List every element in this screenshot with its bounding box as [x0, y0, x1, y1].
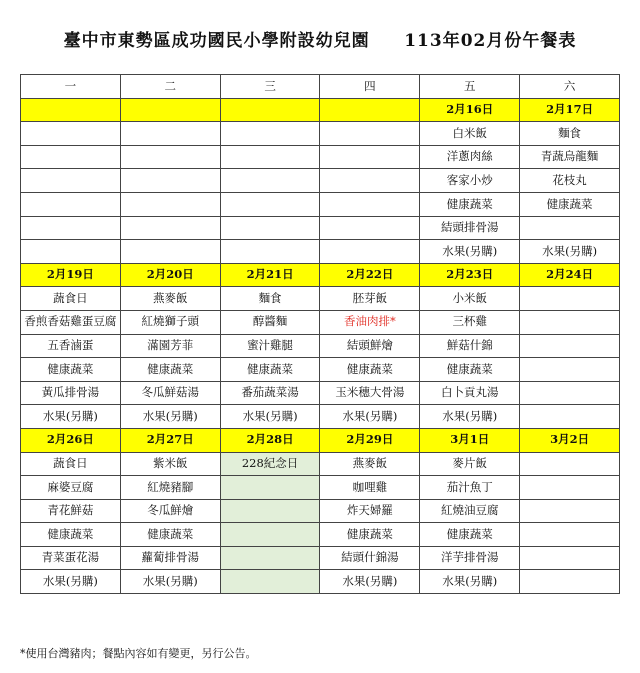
menu-cell: 炸天婦羅 — [320, 499, 420, 523]
weekday-header: 六 — [520, 75, 620, 99]
date-cell: 2月24日 — [520, 263, 620, 287]
menu-cell — [520, 310, 620, 334]
menu-cell: 青花鮮菇 — [21, 499, 121, 523]
menu-cell: 水果(另購) — [120, 570, 220, 594]
menu-cell: 水果(另購) — [320, 405, 420, 429]
menu-cell — [220, 192, 320, 216]
menu-cell: 洋芋排骨湯 — [420, 546, 520, 570]
date-cell — [220, 98, 320, 122]
menu-cell — [520, 476, 620, 500]
menu-cell: 胚芽飯 — [320, 287, 420, 311]
menu-row — [21, 192, 620, 216]
date-cell: 2月22日 — [320, 263, 420, 287]
date-cell: 2月23日 — [420, 263, 520, 287]
menu-cell: 水果(另購) — [420, 570, 520, 594]
menu-row — [21, 310, 620, 334]
menu-row — [21, 216, 620, 240]
menu-cell: 咖哩雞 — [320, 476, 420, 500]
menu-cell — [21, 192, 121, 216]
menu-row — [21, 452, 620, 476]
date-cell: 2月21日 — [220, 263, 320, 287]
menu-cell — [520, 216, 620, 240]
date-cell — [120, 98, 220, 122]
menu-row — [21, 476, 620, 500]
menu-cell: 燕麥飯 — [120, 287, 220, 311]
date-cell: 3月1日 — [420, 428, 520, 452]
menu-cell: 結頭鮮燴 — [320, 334, 420, 358]
menu-cell — [120, 145, 220, 169]
menu-cell: 蔬食日 — [21, 287, 121, 311]
menu-row — [21, 287, 620, 311]
menu-row — [21, 546, 620, 570]
menu-cell — [120, 240, 220, 264]
menu-cell — [220, 240, 320, 264]
menu-cell: 水果(另購) — [520, 240, 620, 264]
menu-row — [21, 240, 620, 264]
menu-cell — [220, 523, 320, 547]
menu-cell — [520, 287, 620, 311]
menu-cell: 水果(另購) — [420, 240, 520, 264]
menu-cell — [120, 216, 220, 240]
menu-cell — [520, 523, 620, 547]
menu-cell: 蔬食日 — [21, 452, 121, 476]
menu-cell: 玉米穗大骨湯 — [320, 381, 420, 405]
menu-cell — [320, 192, 420, 216]
date-cell: 2月17日 — [520, 98, 620, 122]
menu-cell: 冬瓜鮮菇湯 — [120, 381, 220, 405]
menu-row — [21, 523, 620, 547]
menu-cell: 結頭什錦湯 — [320, 546, 420, 570]
menu-cell — [320, 122, 420, 146]
lunch-menu-table — [20, 74, 620, 594]
date-cell: 2月27日 — [120, 428, 220, 452]
menu-cell: 黃瓜排骨湯 — [21, 381, 121, 405]
menu-row — [21, 169, 620, 193]
menu-cell — [21, 122, 121, 146]
menu-cell: 三杯雞 — [420, 310, 520, 334]
menu-cell: 健康蔬菜 — [220, 358, 320, 382]
menu-cell: 香煎香菇雞蛋豆腐 — [21, 310, 121, 334]
menu-cell — [220, 145, 320, 169]
menu-cell — [220, 216, 320, 240]
weekday-header: 四 — [320, 75, 420, 99]
menu-cell: 水果(另購) — [420, 405, 520, 429]
menu-cell — [21, 240, 121, 264]
menu-cell — [320, 169, 420, 193]
menu-cell — [220, 122, 320, 146]
menu-cell — [520, 334, 620, 358]
menu-cell: 洋蔥肉絲 — [420, 145, 520, 169]
menu-row — [21, 334, 620, 358]
menu-cell: 水果(另購) — [320, 570, 420, 594]
menu-cell: 小米飯 — [420, 287, 520, 311]
menu-cell: 健康蔬菜 — [320, 358, 420, 382]
weekday-header: 二 — [120, 75, 220, 99]
menu-cell: 健康蔬菜 — [420, 523, 520, 547]
menu-row — [21, 405, 620, 429]
date-cell — [21, 98, 121, 122]
menu-cell: 客家小炒 — [420, 169, 520, 193]
date-cell: 2月28日 — [220, 428, 320, 452]
menu-cell — [520, 546, 620, 570]
menu-cell — [220, 499, 320, 523]
menu-cell — [520, 405, 620, 429]
menu-cell: 紅燒油豆腐 — [420, 499, 520, 523]
date-cell: 2月29日 — [320, 428, 420, 452]
menu-cell — [520, 381, 620, 405]
menu-row — [21, 358, 620, 382]
date-cell: 2月16日 — [420, 98, 520, 122]
menu-cell: 紅燒豬腳 — [120, 476, 220, 500]
menu-cell — [520, 358, 620, 382]
date-row — [21, 263, 620, 287]
menu-cell — [120, 169, 220, 193]
menu-cell: 麻婆豆腐 — [21, 476, 121, 500]
menu-cell — [520, 499, 620, 523]
weekday-header: 三 — [220, 75, 320, 99]
date-cell: 2月26日 — [21, 428, 121, 452]
menu-cell — [320, 240, 420, 264]
footnote: *使用台灣豬肉；餐點內容如有變更，另行公告。 — [20, 647, 257, 660]
date-cell: 2月20日 — [120, 263, 220, 287]
menu-row — [21, 381, 620, 405]
menu-cell: 水果(另購) — [21, 570, 121, 594]
menu-cell: 鮮菇什錦 — [420, 334, 520, 358]
menu-cell — [220, 169, 320, 193]
menu-cell — [220, 476, 320, 500]
weekday-header-row — [21, 75, 620, 99]
menu-row — [21, 122, 620, 146]
menu-cell: 健康蔬菜 — [420, 358, 520, 382]
menu-cell: 醇醬麵 — [220, 310, 320, 334]
menu-cell: 麥片飯 — [420, 452, 520, 476]
menu-cell: 滿園芳菲 — [120, 334, 220, 358]
menu-cell: 健康蔬菜 — [21, 358, 121, 382]
menu-cell — [520, 452, 620, 476]
menu-row — [21, 145, 620, 169]
menu-cell: 蘿蔔排骨湯 — [120, 546, 220, 570]
menu-cell — [320, 216, 420, 240]
menu-cell — [220, 546, 320, 570]
menu-cell: 麵食 — [520, 122, 620, 146]
menu-cell: 麵食 — [220, 287, 320, 311]
menu-cell: 花枝丸 — [520, 169, 620, 193]
menu-cell: 白米飯 — [420, 122, 520, 146]
menu-cell: 茄汁魚丁 — [420, 476, 520, 500]
menu-cell — [520, 570, 620, 594]
menu-cell: 蜜汁雞腿 — [220, 334, 320, 358]
date-cell: 2月19日 — [21, 263, 121, 287]
menu-cell: 水果(另購) — [220, 405, 320, 429]
menu-cell: 水果(另購) — [21, 405, 121, 429]
menu-cell: 五香滷蛋 — [21, 334, 121, 358]
menu-cell: 健康蔬菜 — [520, 192, 620, 216]
date-cell: 3月2日 — [520, 428, 620, 452]
menu-cell: 健康蔬菜 — [320, 523, 420, 547]
menu-cell: 番茄蔬菜湯 — [220, 381, 320, 405]
weekday-header: 五 — [420, 75, 520, 99]
menu-cell — [21, 169, 121, 193]
menu-row — [21, 570, 620, 594]
date-cell — [320, 98, 420, 122]
menu-cell — [120, 192, 220, 216]
menu-cell — [220, 570, 320, 594]
menu-cell: 白卜貢丸湯 — [420, 381, 520, 405]
menu-cell — [21, 145, 121, 169]
menu-cell: 冬瓜鮮燴 — [120, 499, 220, 523]
menu-cell: 健康蔬菜 — [120, 523, 220, 547]
menu-cell: 健康蔬菜 — [420, 192, 520, 216]
menu-cell — [21, 216, 121, 240]
menu-cell — [320, 145, 420, 169]
date-row — [21, 98, 620, 122]
menu-cell: 228紀念日 — [220, 452, 320, 476]
menu-cell: 健康蔬菜 — [21, 523, 121, 547]
date-row — [21, 428, 620, 452]
menu-cell: 紫米飯 — [120, 452, 220, 476]
menu-cell: 青菜蛋花湯 — [21, 546, 121, 570]
menu-cell: 水果(另購) — [120, 405, 220, 429]
menu-row — [21, 499, 620, 523]
menu-cell: 結頭排骨湯 — [420, 216, 520, 240]
menu-cell: 青蔬烏龍麵 — [520, 145, 620, 169]
menu-cell: 紅燒獅子頭 — [120, 310, 220, 334]
menu-cell: 香油肉排* — [320, 310, 420, 334]
page-title: 臺中市東勢區成功國民小學附設幼兒園 113年02月份午餐表 — [63, 31, 577, 51]
menu-cell: 燕麥飯 — [320, 452, 420, 476]
menu-cell: 健康蔬菜 — [120, 358, 220, 382]
menu-cell — [120, 122, 220, 146]
weekday-header: 一 — [21, 75, 121, 99]
